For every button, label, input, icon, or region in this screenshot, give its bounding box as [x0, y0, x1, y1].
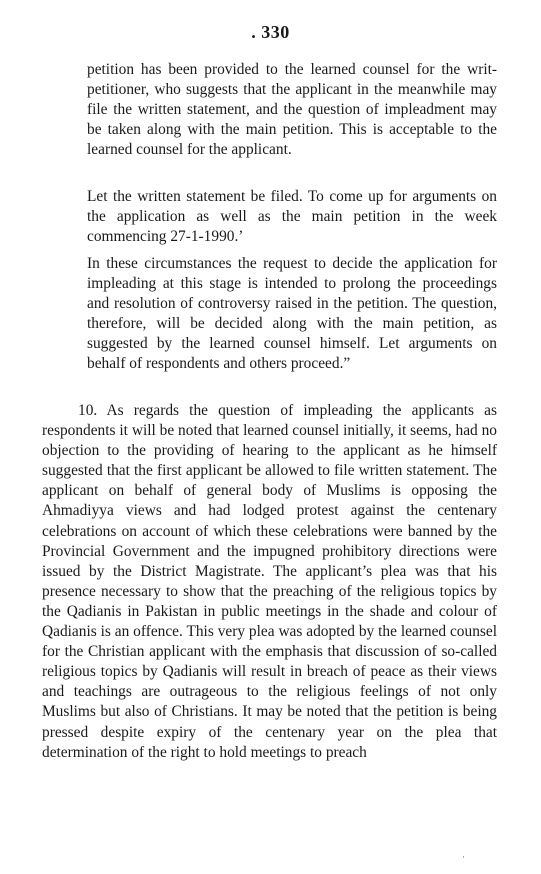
page-number: . 330: [251, 22, 290, 42]
quoted-paragraph: petition has been provided to the learned counsel for the writ-petitioner, who suggests that the applicant in the meanwhile may file the written statement, and the question of impleadment may be taken along with the main petition. This is acceptable to the learned counsel for the applicant.: [87, 61, 497, 158]
quoted-paragraph: Let the written statement be filed. To come up for arguments on the application as well as the main petition in the week commencing 27-1-1990.’: [87, 188, 497, 245]
scan-speck: ·: [462, 852, 465, 862]
quoted-paragraph: In these circumstances the request to decide the application for impleading at this stage is intended to prolong the proceedings and resolution of controversy raised in the petition. The question, therefore, will be decided along with the main petition, as suggested by the learned counsel himself. Let arguments on behalf of respondents and others proceed.”: [87, 255, 497, 372]
body-paragraph: 10. As regards the question of impleading the applicants as respondents it will be noted that learned counsel initially, it seems, had no objection to the providing of hearing to the applicant as he himself suggested that the first applicant be allowed to file written statement. The applicant on behalf of general body of Muslims is opposing the Ahmadiyya views and had lodged protest against the centenary celebrations on account of which these celebrations were banned by the Provincial Government and the impugned prohibitory directions were issued by the District Magistrate. The applicant’s plea was that his presence necessary to show that the preaching of the religious topics by the Qadianis in Pakistan in public meetings in the shade and colour of Qadianis is an offence. This very plea was adopted by the learned counsel for the Christian applicant with the emphasis that discussion of so-called religious topics by Qadianis will result in breach of peace as their views and teachings are outrageous to the religious feelings of not only Muslims but also of Christians. It may be noted that the petition is being pressed despite expiry of the centenary year on the plea that determination of the right to hold meetings to preach: [42, 402, 497, 761]
